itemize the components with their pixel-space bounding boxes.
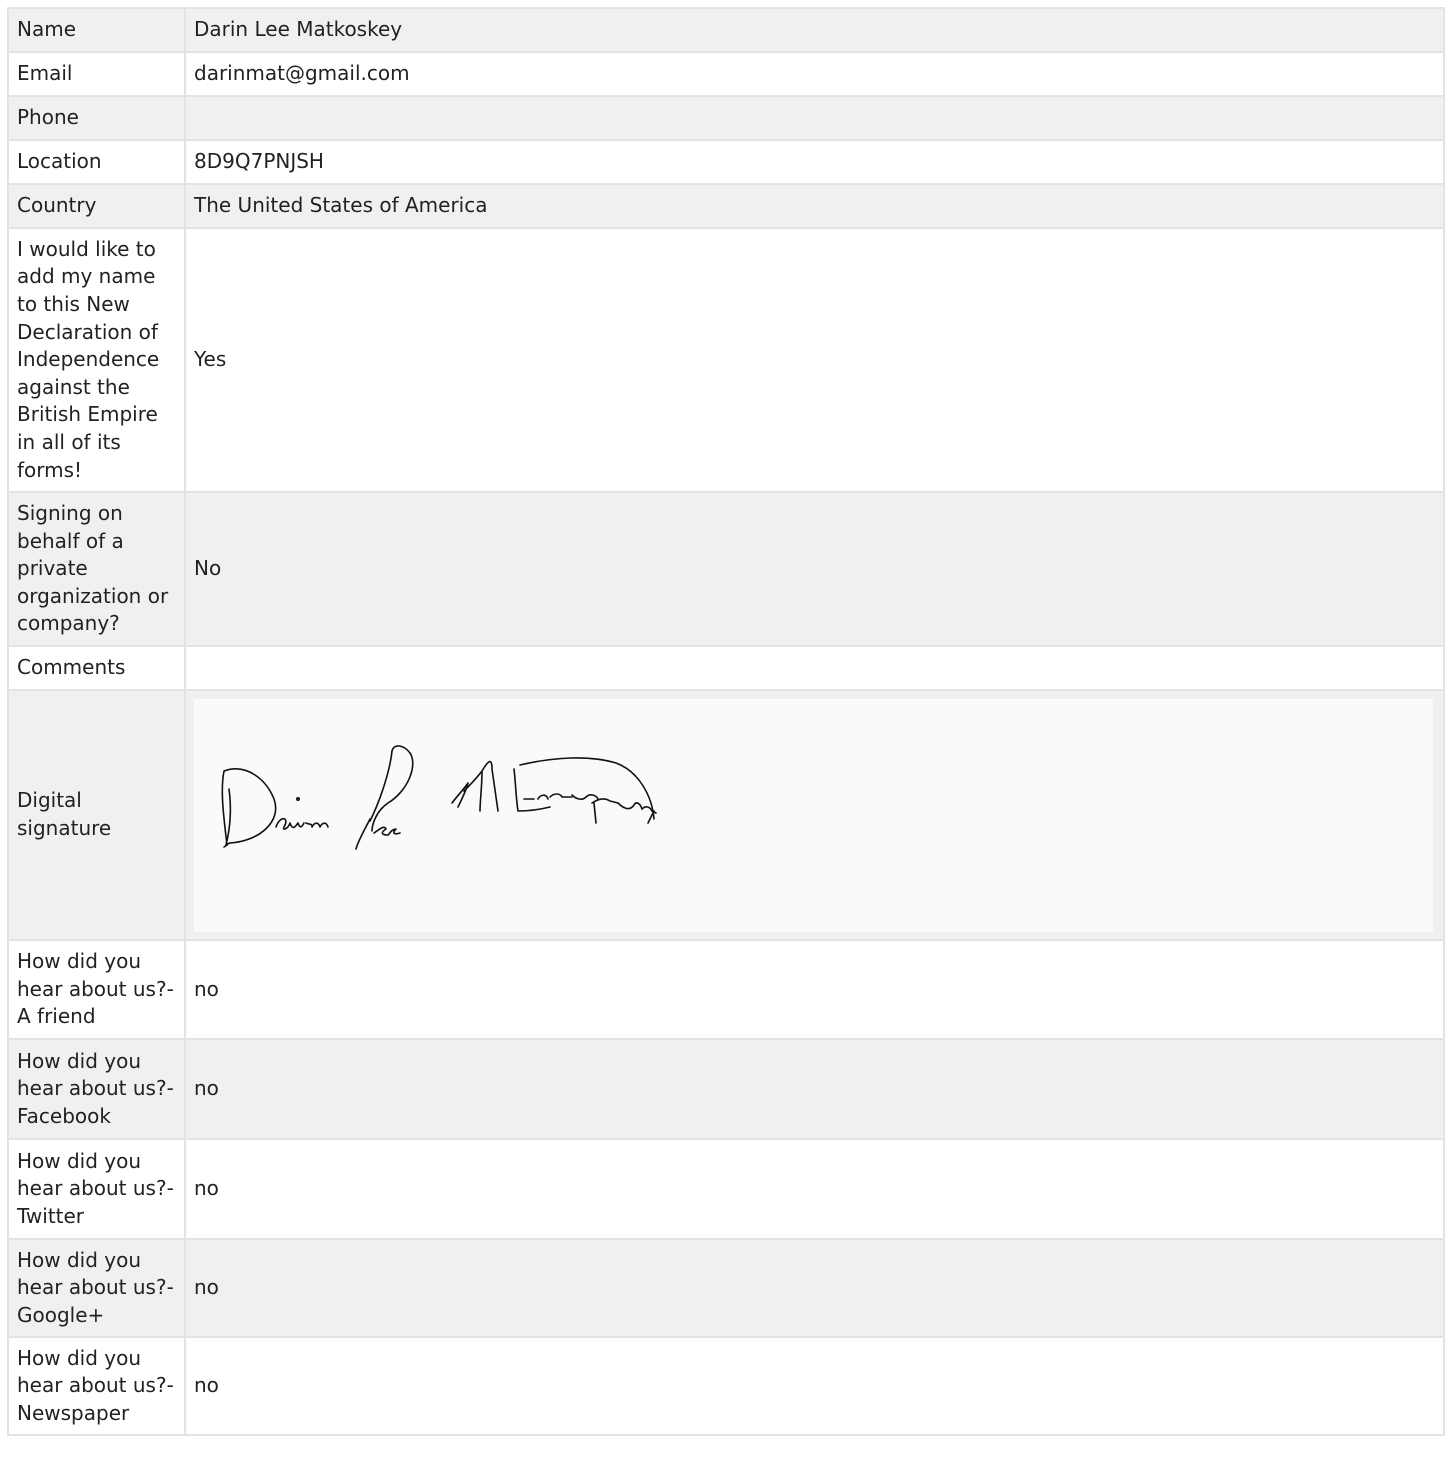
field-label: How did you hear about us?-Google+ [8,1239,185,1337]
field-label: Signing on behalf of a private organization or company? [8,492,185,646]
field-label: How did you hear about us?-A friend [8,940,185,1039]
table-row-email [8,52,1444,96]
table-row-country [8,184,1444,228]
field-label: How did you hear about us?-Facebook [8,1039,185,1139]
field-label: Comments [8,646,185,690]
field-label: Email [8,52,185,96]
field-value: no [185,1139,1444,1239]
table-row-declaration [8,228,1444,492]
field-value: 8D9Q7PNJSH [185,140,1444,184]
field-label: How did you hear about us?-Twitter [8,1139,185,1239]
field-label: How did you hear about us?-Newspaper [8,1337,185,1435]
table-row-organization [8,492,1444,646]
submission-sheet [7,7,1443,1436]
signature-cell [185,690,1444,940]
field-label: Location [8,140,185,184]
table-row-source-friend [8,940,1444,1039]
field-value: no [185,1239,1444,1337]
field-value [185,646,1444,690]
table-row-location [8,140,1444,184]
field-label: I would like to add my name to this New Declaration of Independence against the British Empire in all of its forms! [8,228,185,492]
field-label: Phone [8,96,185,140]
field-label: Name [8,8,185,52]
field-value: No [185,492,1444,646]
field-label: Country [8,184,185,228]
field-value: no [185,1337,1444,1435]
field-value: no [185,1039,1444,1139]
field-label: Digital signature [8,690,185,940]
table-row-source-newspaper [8,1337,1444,1435]
submission-table [7,7,1445,1436]
table-row-signature [8,690,1444,940]
table-row-source-facebook [8,1039,1444,1139]
table-row-source-twitter [8,1139,1444,1239]
field-value: The United States of America [185,184,1444,228]
table-row-name [8,8,1444,52]
field-value: Darin Lee Matkoskey [185,8,1444,52]
field-value: Yes [185,228,1444,492]
signature-ink [194,699,1433,932]
table-row-phone [8,96,1444,140]
table-row-source-googleplus [8,1239,1444,1337]
field-value: darinmat@gmail.com [185,52,1444,96]
table-row-comments [8,646,1444,690]
field-value: no [185,940,1444,1039]
field-value [185,96,1444,140]
signature-image [194,699,1433,932]
